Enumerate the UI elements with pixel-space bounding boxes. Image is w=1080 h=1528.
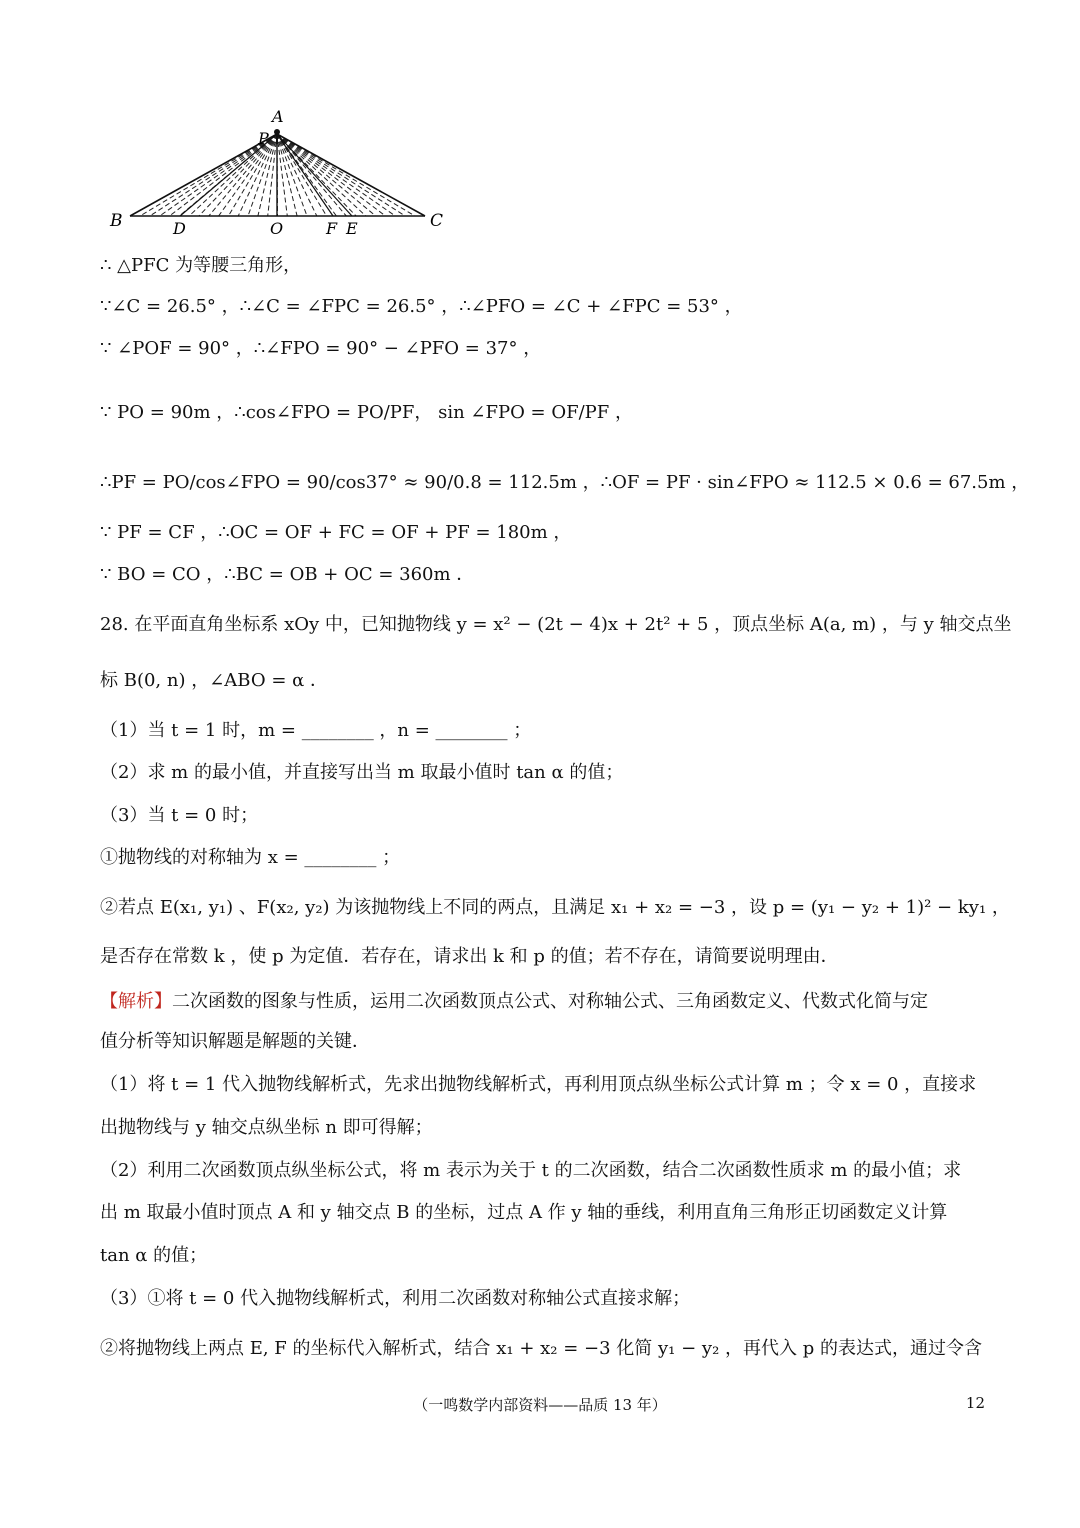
label-F: F (326, 219, 338, 238)
page-number: 12 (965, 1394, 985, 1412)
analysis-tag: 【解析】 (100, 991, 172, 1012)
analysis-part-1-line-2: 出抛物线与 y 轴交点纵坐标 n 即可得解； (100, 1117, 433, 1138)
question-28-line-1: 28. 在平面直角坐标系 xOy 中，已知抛物线 y = x² − (2t − 4)x + 2t² + 5 ，顶点坐标 A(a, m) ，与 y 轴交点坐 (100, 614, 1012, 635)
analysis-part-2-line-2: 出 m 取最小值时顶点 A 和 y 轴交点 B 的坐标，过点 A 作 y 轴的垂线，利用直角三角形正切函数定义计算 (100, 1202, 948, 1223)
analysis-line-1 (100, 987, 990, 1017)
fan-ray (277, 134, 386, 216)
fan-ray (277, 134, 327, 216)
text-line-1: ∴ △PFC 为等腰三角形， (100, 255, 302, 276)
question-part-1: （1）当 t = 1 时，m = ________ ，n = ________ ； (100, 720, 532, 741)
text-line-2: ∵∠C = 26.5° ，∴∠C = ∠FPC = 26.5° ，∴∠PFO = ∠C + ∠FPC = 53° ， (100, 296, 743, 317)
label-O: O (270, 219, 284, 238)
text-line-7: ∵ BO = CO ，∴BC = OB + OC = 360m ． (100, 564, 475, 585)
text-line-5: ∴PF = PO/cos∠FPO = 90/cos37° ≈ 90/0.8 = 112.5m ，∴OF = PF · sin∠FPO ≈ 112.5 × 0.6 = 67.5m ， (100, 472, 1030, 493)
question-part-2: （2）求 m 的最小值，并直接写出当 m 取最小值时 tan α 的值； (100, 762, 624, 783)
question-part-3-2-line-1: ②若点 E(x₁, y₁) 、F(x₂, y₂) 为该抛物线上不同的两点，且满足 x₁ + x₂ = −3 ，设 p = (y₁ − y₂ + 1)² − ky₁ ， (100, 897, 1010, 918)
page-footer: （一鸣数学内部资料——品质 13 年） (413, 1396, 667, 1414)
fan-ray (277, 134, 297, 216)
question-part-3: （3）当 t = 0 时； (100, 805, 259, 826)
label-D: D (173, 219, 186, 238)
question-part-3-1: ①抛物线的对称轴为 x = ________ ； (100, 847, 401, 868)
analysis-part-3-line-2: ②将抛物线上两点 E, F 的坐标代入解析式，结合 x₁ + x₂ = −3 化简 y₁ − y₂ ，再代入 p 的表达式，通过令含 (100, 1338, 982, 1359)
question-part-3-2-line-2: 是否存在常数 k ，使 p 为定值．若存在，请求出 k 和 p 的值；若不存在，请简要说明理由． (100, 946, 839, 967)
label-B: B (110, 211, 123, 231)
analysis-part-3-line-1: （3）①将 t = 0 代入抛物线解析式，利用二次函数对称轴公式直接求解； (100, 1288, 691, 1309)
analysis-part-1-line-1: （1）将 t = 1 代入抛物线解析式，先求出抛物线解析式，再利用顶点纵坐标公式计算 m ；令 x = 0 ，直接求 (100, 1074, 977, 1095)
fan-ray (277, 134, 317, 216)
fan-ray (268, 134, 277, 216)
label-P: P (258, 129, 269, 148)
text-line-3: ∵ ∠POF = 90° ，∴∠FPO = 90° − ∠PFO = 37° ， (100, 338, 542, 359)
question-28-line-2: 标 B(0, n) ，∠ABO = α ． (100, 670, 329, 691)
analysis-part-2-line-3: tan α 的值； (100, 1245, 208, 1266)
analysis-line-2: 值分析等知识解题是解题的关键． (100, 1031, 370, 1052)
label-A: A (272, 107, 284, 126)
label-E: E (346, 219, 358, 238)
text-line-6: ∵ PF = CF ，∴OC = OF + FC = OF + PF = 180m ， (100, 522, 572, 543)
analysis-text: 二次函数的图象与性质，运用二次函数顶点公式、对称轴公式、三角函数定义、代数式化简与定 (172, 991, 928, 1012)
text-line-4: ∵ PO = 90m ，∴cos∠FPO = PO/PF， sin ∠FPO = OF/PF ， (100, 402, 633, 423)
geometry-figure (100, 100, 460, 240)
analysis-part-2-line-1: （2）利用二次函数顶点纵坐标公式，将 m 表示为关于 t 的二次函数，结合二次函数性质求 m 的最小值；求 (100, 1160, 962, 1181)
label-C: C (430, 211, 444, 231)
